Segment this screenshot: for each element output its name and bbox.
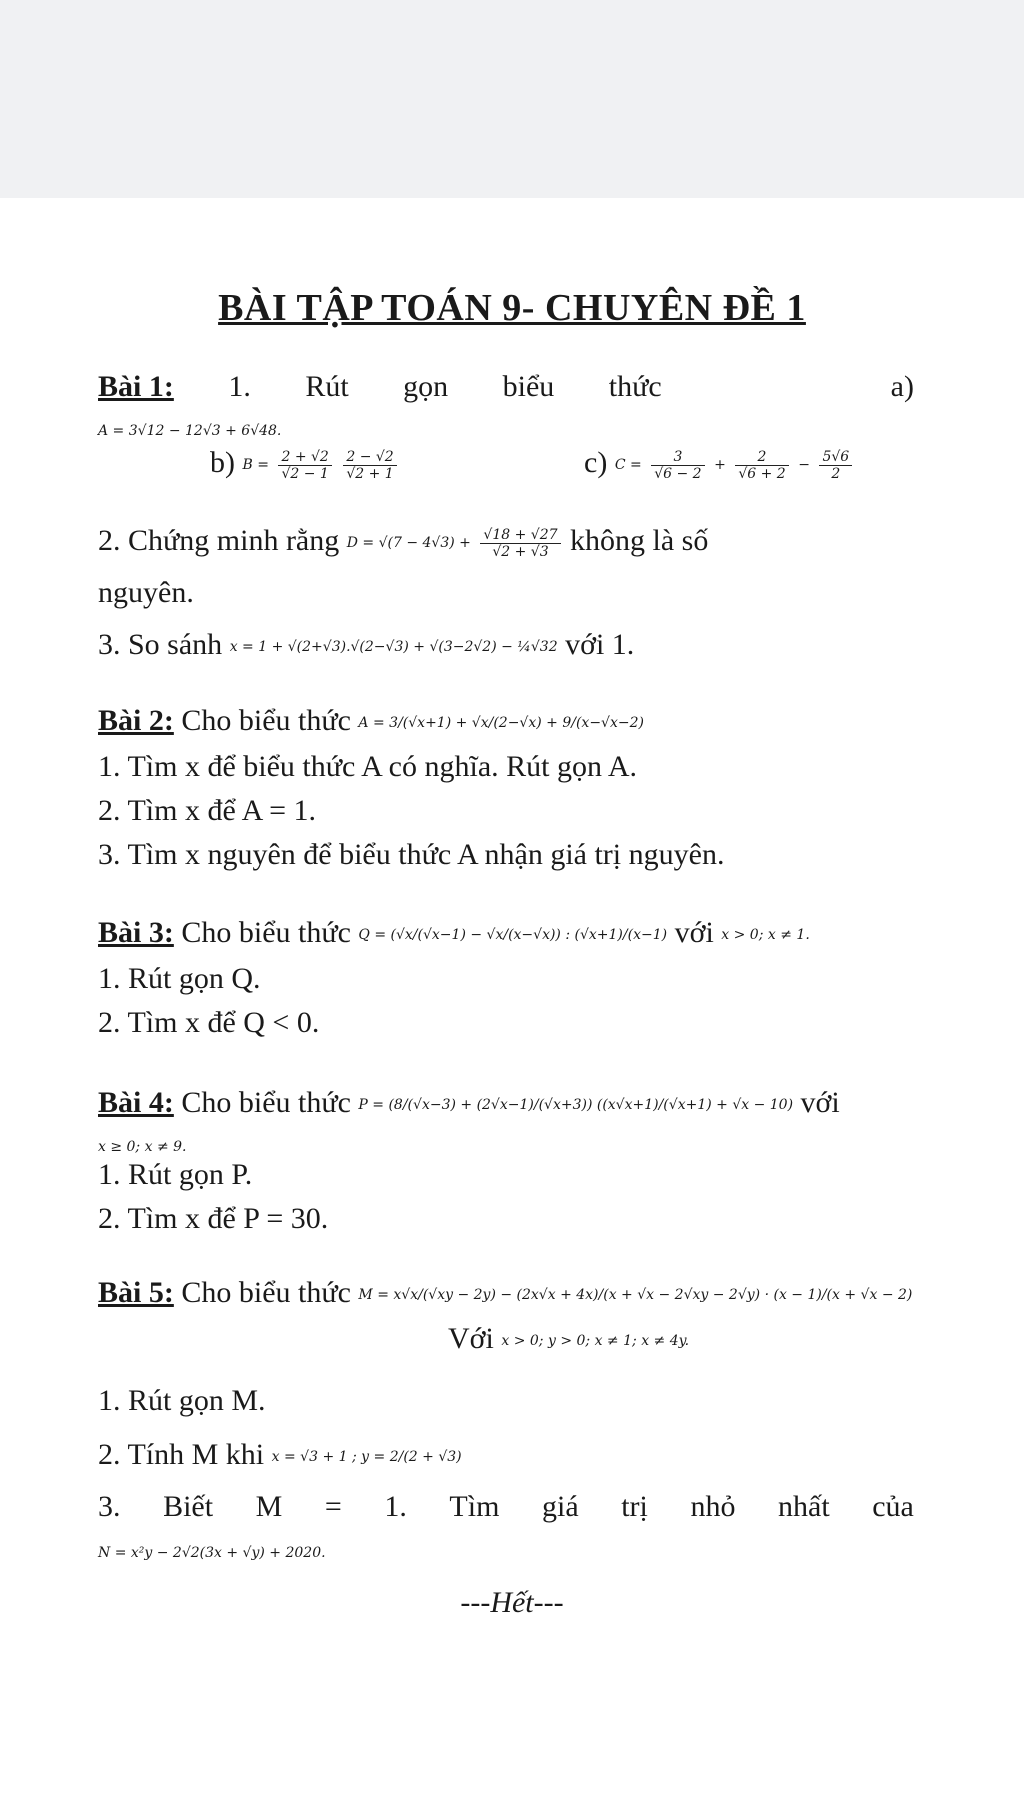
bai2-expr: A = 3/(√x+1) + √x/(2−√x) + 9/(x−√x−2)	[358, 715, 644, 732]
bai1-a-expr: A = 3√12 − 12√3 + 6√48.	[98, 423, 282, 440]
bai3-cond: x > 0; x ≠ 1.	[721, 927, 810, 944]
bai3-q1: 1. Rút gọn Q.	[98, 962, 261, 995]
bai1-item2-post: không là số	[570, 524, 709, 557]
bai5-cond-line	[448, 1322, 914, 1356]
bai1-b-frac1: $\frac{2 + √2}{√2 - 1}$	[278, 449, 331, 482]
bai5-q3-w4: =	[324, 1490, 342, 1523]
bai5-q3-line	[98, 1490, 914, 1524]
bai5-q3-w11: của	[872, 1490, 914, 1523]
bai4-cond-pre: với	[800, 1086, 840, 1119]
bai4-cond-line	[98, 1128, 914, 1162]
bai1-item2-frac: $\frac{√18 + √27}{√2 + √3}$	[480, 527, 560, 560]
bai2-q2: 2. Tìm x để A = 1.	[98, 794, 317, 827]
bai5-q2-line	[98, 1438, 914, 1472]
bai1-item2-cont: nguyên.	[98, 576, 194, 609]
top-band	[0, 0, 1024, 198]
bai4-header	[98, 1086, 914, 1120]
bai3-intro: Cho biểu thức	[181, 916, 351, 949]
bai1-item3-post: với 1.	[565, 628, 635, 661]
bai1-c-frac1: $\frac{3}{√6 - 2}$	[651, 449, 704, 482]
bai5-q3-w5: 1.	[384, 1490, 407, 1523]
bai1-b-frac2: $\frac{2 - √2}{√2 + 1}$	[343, 449, 396, 482]
bai5-q3-w1: 3.	[98, 1490, 121, 1523]
bai4-intro: Cho biểu thức	[181, 1086, 351, 1119]
bai1-item3-pre: 3. So sánh	[98, 628, 223, 661]
bai5-q2-pre: 2. Tính M khi	[98, 1438, 265, 1471]
bai2-q1: 1. Tìm x để biểu thức A có nghĩa. Rút gọn A.	[98, 750, 638, 783]
bai1-b-label: b)	[210, 446, 235, 479]
bai5-q3-w6: Tìm	[449, 1490, 500, 1523]
bai3-expr: Q = (√x/(√x−1) − √x/(x−√x)) : (√x+1)/(x−1)	[358, 927, 668, 944]
bai5-q3-expr-line	[98, 1534, 914, 1568]
bai1-item2-line	[98, 524, 914, 560]
bai1-word-2: gọn	[403, 370, 449, 403]
bai5-header	[98, 1276, 914, 1310]
bai4-q2: 2. Tìm x để P = 30.	[98, 1202, 329, 1235]
bai5-q3-w9: nhỏ	[690, 1490, 736, 1523]
bai1-b-lhs: B =	[242, 457, 269, 474]
bai5-expr: M = x√x/(√xy − 2y) − (2x√x + 4x)/(x + √x − 2√xy − 2√y) · (x − 1)/(x + √x − 2)	[358, 1287, 913, 1304]
bai1-header	[98, 370, 914, 404]
bai1-c-frac2: $\frac{2}{√6 + 2}$	[735, 449, 788, 482]
bai5-q3-w3: M	[255, 1490, 283, 1523]
bai1-item1-num: 1.	[228, 370, 251, 403]
bai4-cond: x ≥ 0; x ≠ 9.	[98, 1139, 187, 1156]
bai5-cond: x > 0; y > 0; x ≠ 1; x ≠ 4y.	[501, 1333, 690, 1350]
bai4-q1: 1. Rút gọn P.	[98, 1158, 253, 1191]
bai1-c-lhs: C =	[614, 457, 642, 474]
bai1-word-1: Rút	[305, 370, 349, 403]
bai2-header	[98, 704, 914, 738]
bai5-q3-expr: N = x²y − 2√2(3x + √y) + 2020.	[98, 1545, 326, 1562]
bai5-intro: Cho biểu thức	[181, 1276, 351, 1309]
bai1-c-line: c) C = $\frac{3}{√6 - 2}$ + $\frac{2}{√6 + 2}$ − $\frac{5√6}{2}$	[584, 446, 914, 482]
bai2-intro: Cho biểu thức	[181, 704, 351, 737]
bai3-cond-pre: với	[674, 916, 714, 949]
bai2-label: Bài 2:	[98, 704, 174, 737]
bai3-label: Bài 3:	[98, 916, 174, 949]
bai1-item3-line	[98, 628, 914, 662]
end-marker: ---Hết---	[460, 1586, 564, 1619]
bai5-q3-w2: Biết	[163, 1490, 214, 1523]
bai4-expr: P = (8/(√x−3) + (2√x−1)/(√x+3)) ((x√x+1)/(√x+1) + √x − 10)	[358, 1097, 794, 1114]
bai1-item2-pre: 2. Chứng minh rằng	[98, 524, 340, 557]
bai1-item3-expr: x = 1 + √(2+√3).√(2−√3) + √(3−2√2) − ¼√32	[229, 639, 558, 656]
bai5-label: Bài 5:	[98, 1276, 174, 1309]
bai5-q2-expr: x = √3 + 1 ; y = 2/(2 + √3)	[271, 1449, 462, 1466]
bai1-word-4: thức	[608, 370, 662, 403]
bai1-c-frac3: $\frac{5√6}{2}$	[819, 449, 852, 482]
bai5-q3-w10: nhất	[778, 1490, 830, 1523]
bai1-c-label: c)	[584, 446, 608, 479]
page-title: BÀI TẬP TOÁN 9- CHUYÊN ĐỀ 1	[218, 287, 806, 329]
bai3-header	[98, 916, 914, 950]
bai2-q3: 3. Tìm x nguyên để biểu thức A nhận giá trị nguyên.	[98, 838, 725, 871]
bai1-a-label: a)	[890, 370, 914, 403]
bai5-q3-w8: trị	[621, 1490, 648, 1523]
bai5-cond-pre: Với	[448, 1322, 494, 1355]
bai1-label: Bài 1:	[98, 370, 174, 403]
bai4-label: Bài 4:	[98, 1086, 174, 1119]
bai3-q2: 2. Tìm x để Q < 0.	[98, 1006, 320, 1039]
bai1-a-line	[98, 412, 914, 446]
bai1-item2-lhs: D = √(7 − 4√3) +	[346, 535, 471, 552]
bai5-q3-w7: giá	[541, 1490, 579, 1523]
bai5-q1: 1. Rút gọn M.	[98, 1384, 266, 1417]
bai1-word-3: biểu	[502, 370, 555, 403]
